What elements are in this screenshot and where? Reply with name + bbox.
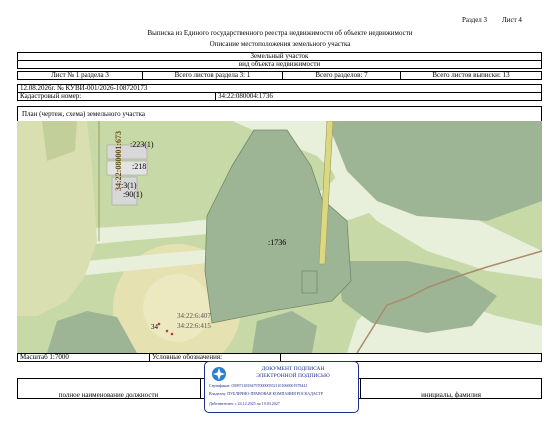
cadastral-number: 34:22:080004:1736 [215,92,542,101]
plan-title: План (чертеж, схема) земельного участка [22,110,146,118]
divider-1 [200,378,201,399]
stamp-owner: Владелец: ПУБЛИЧНО-ПРАВОВАЯ КОМПАНИЯ РОСКАДАСТР [209,391,323,396]
marker-3 [171,333,174,336]
total-sections: Всего разделов: 7 [282,71,401,80]
buffer-circle-inner [143,274,211,342]
position-caption: полное наименование должности [58,391,159,399]
marker-2 [166,330,169,333]
label-1736: :1736 [268,238,287,247]
signature-caption: инициалы, фамилия [421,391,481,399]
extract-date-number: 12.08.2026г. № КУВИ-001/2026-108720173 [17,84,542,93]
document-title: Выписка из Единого государственного реестра недвижимости об объекте недвижимости [147,29,413,37]
stamp-line2: ЭЛЕКТРОННОЙ ПОДПИСЬЮ [256,373,330,379]
stamp-line1: ДОКУМЕНТ ПОДПИСАН [261,366,325,372]
stamp-certificate: Сертификат: 03997148184797000005521101060001978441 [209,383,308,388]
quarter-label: 34:22:080001:673 [114,131,123,191]
object-name: Земельный участок [17,52,542,61]
total-sheets-extract: Всего листов выписки: 13 [400,71,542,80]
document-subtitle: Описание местоположения земельного участка [209,40,351,48]
label-3: :3(1) [121,181,137,190]
label-223: :223(1) [130,140,154,149]
cadastral-map[interactable] [17,121,542,353]
label-407: 34:22:6:407 [177,312,211,320]
map-scale: Масштаб 1:7000 [17,353,150,362]
map-canvas [17,121,542,353]
object-kind-caption: вид объекта недвижимости [17,60,542,69]
sheet-of-section: Лист № 1 раздела 3 [17,71,143,80]
label-218: :218 [132,162,147,171]
marker-1 [158,323,161,326]
total-sheets-section: Всего листов раздела 3: 1 [142,71,283,80]
label-415: 34:22:6:415 [177,322,211,330]
sheet-number: Лист 4 [502,16,522,24]
cadastral-label: Кадастровый номер: [17,92,216,101]
legend-caption: Условные обозначения: [149,353,281,362]
stamp-validity: Действителен: с 24.12.2025 по 19.03.2027 [209,401,280,406]
section-number: Раздел 3 [462,16,488,24]
parcel-small [302,271,317,293]
digital-signature-stamp [204,361,359,413]
label-34: 34 [151,323,158,331]
roscadastre-logo-icon [211,366,227,382]
label-90: :90(1) [123,190,143,199]
